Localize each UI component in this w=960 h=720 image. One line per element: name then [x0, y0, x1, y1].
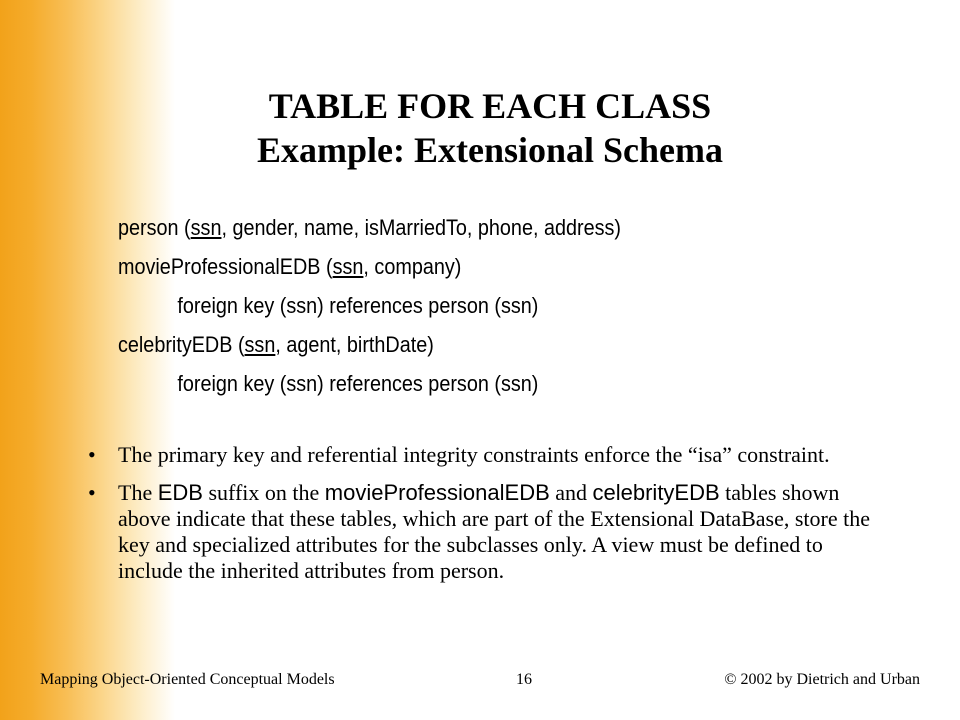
title-line-2: Example: Extensional Schema	[256, 130, 723, 170]
bullet-item	[88, 442, 878, 468]
primary-key: ssn	[190, 215, 222, 240]
text-run: suffix on the	[202, 480, 325, 505]
text-run: and	[549, 480, 593, 505]
schema-movie-professional	[118, 247, 621, 286]
footer-page-number: 16	[516, 671, 532, 688]
table-name: person (	[118, 215, 191, 240]
text-run: EDB	[157, 480, 203, 505]
schema-celebrity-foreign-key: foreign key (ssn) references person (ssn)	[177, 371, 539, 396]
bullet-marker: •	[88, 480, 96, 505]
bullet-text: The primary key and referential integrity constraints enforce the “isa” constraint.	[118, 442, 830, 467]
schema-celebrity	[118, 325, 621, 364]
title-line-1: TABLE FOR EACH CLASS	[268, 86, 712, 126]
text-run: The	[118, 480, 158, 505]
bullet-text	[118, 480, 878, 584]
bullet-marker: •	[88, 442, 96, 467]
table-name: celebrityEDB (	[118, 332, 245, 357]
footer-copyright: © 2002 by Dietrich and Urban	[724, 671, 920, 688]
attributes: , agent, birthDate)	[275, 332, 434, 357]
primary-key: ssn	[332, 254, 364, 279]
bullet-list	[88, 442, 878, 596]
primary-key: ssn	[244, 332, 276, 357]
text-run: celebrityEDB	[592, 480, 720, 505]
table-name: movieProfessionalEDB (	[118, 254, 333, 279]
footer-course-title: Mapping Object-Oriented Conceptual Models	[40, 671, 335, 688]
schema-person	[118, 208, 621, 247]
slide-title	[140, 84, 840, 172]
text-run: tables shown above indicate that these tables, which are part of the Extensional DataBase, store the key and specialized attributes for the subclasses only. A view must be defined to include the inherited attributes from person.	[118, 480, 870, 583]
bullet-item	[88, 480, 878, 584]
schema-movie-foreign-key: foreign key (ssn) references person (ssn)	[177, 293, 539, 318]
attributes: , gender, name, isMarriedTo, phone, address)	[221, 215, 622, 240]
attributes: , company)	[363, 254, 462, 279]
schema-block	[118, 208, 621, 403]
text-run: movieProfessionalEDB	[324, 480, 550, 505]
